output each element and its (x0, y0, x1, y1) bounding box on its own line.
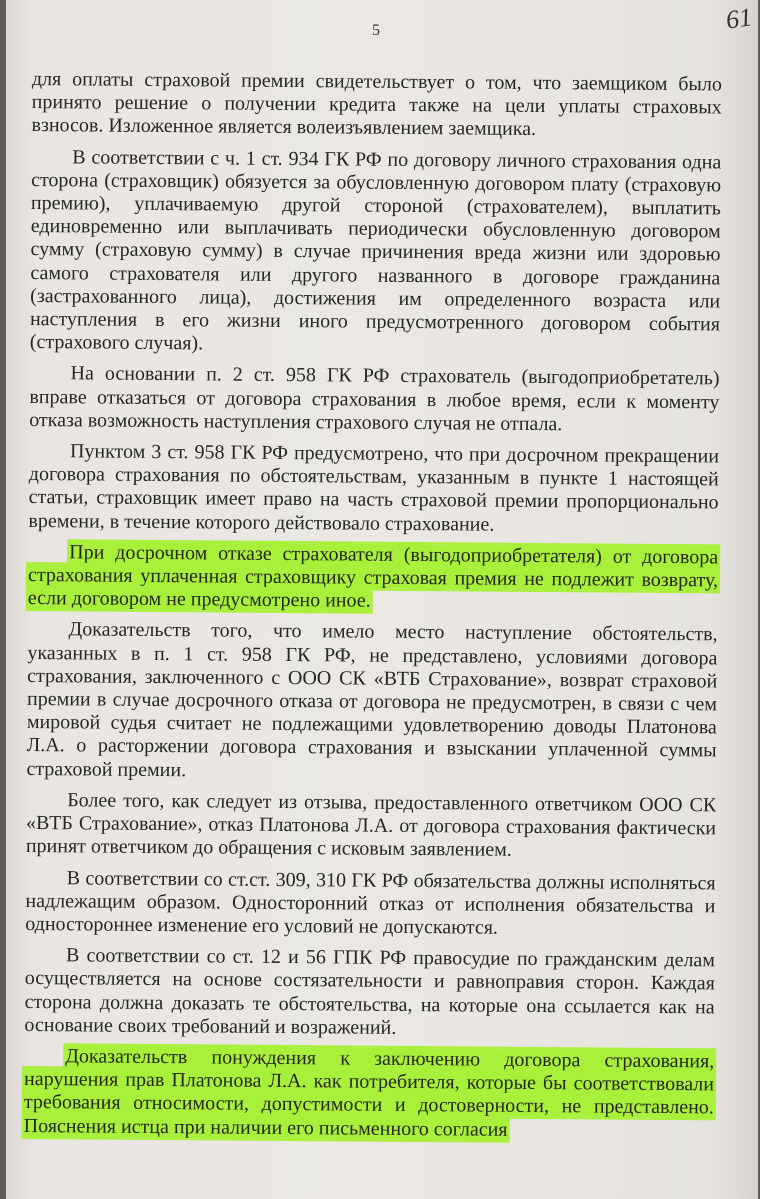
paragraph-article-934 (30, 146, 722, 360)
highlighted-text: При досрочном отказе страхователя (выгодоприобретателя) от договора страхования уплаченная страховщику страховая премия не подлежит возврату, если договором не предусмотрено иное. (27, 541, 719, 612)
paragraph-gpk-12-56 (24, 944, 715, 1042)
paragraph-article-958-p2 (29, 362, 720, 437)
paragraph-text: Более того, как следует из отзыва, предоставленного ответчиком ООО СК «ВТБ Страхование», отказ Платонова Л.А. от договора страхования фактически принят ответчиком до обращения с исковым заявлением. (25, 789, 717, 862)
paragraph-text: В соответствии с ч. 1 ст. 934 ГК РФ по договору личного страхования одна сторона (страховщик) обязуется за обусловленную договором плату (страховую премию), уплачиваемую другой стороной (страхователем), выплатить единовременно или выплачивать периодически обусловленную договором сумму (страховую сумму) в случае причинения вреда жизни или здоровью самого страхователя или другого названного в договоре гражданина (застрахованного лица), достижения им определенного возраста или наступления в его жизни иного предусмотренного договором события (страхового случая). (29, 145, 722, 355)
paragraph-no-evidence (26, 618, 717, 786)
handwritten-page-mark: 61 (724, 2, 754, 35)
paragraph-articles-309-310 (25, 866, 716, 941)
paragraph-premium-payment (31, 68, 722, 143)
paragraph-text: На основании п. 2 ст. 958 ГК РФ страхователь (выгодоприобретатель) вправе отказаться от договора страхования в любое время, если к моменту отказа возможность наступления страхового случая не отпала. (29, 362, 720, 436)
document-body (24, 68, 722, 1151)
paragraph-highlighted-no-coercion (24, 1045, 715, 1143)
document-page (6, 0, 758, 1199)
paragraph-respondent-review (26, 789, 717, 864)
paragraph-text: Доказательств того, что имело место наступление обстоятельств, указанных в п. 1 ст. 958 ГК РФ, не представлено, условиями договора страхования, заключенного с ООО СК «ВТБ Страхование», возврат страховой премии в случае досрочного отказа от договора не предусмотрен, в связи с чем мировой судья считает не подлежащими удовлетворению доводы Платонова Л.А. о расторжении договора страхования и взыскании уплаченной суммы страховой премии. (26, 618, 718, 781)
highlighted-text: Доказательств понуждения к заключению договора страхования, нарушения прав Платонова Л.А. как потребителя, которые бы соответствовали требования относимости, допустимости и достоверности, не представлено. Пояснения истца при наличии его письменного согласия (23, 1045, 715, 1141)
paragraph-highlighted-early-refusal (28, 541, 719, 616)
paragraph-text: В соответствии со ст. 12 и 56 ГПК РФ правосудие по гражданским делам осуществляется на основе состязательности и равноправия сторон. Каждая сторона должна доказать те обстоятельства, на которые она ссылается как на основание своих требований и возражений. (24, 944, 716, 1039)
paragraph-text: Пунктом 3 ст. 958 ГК РФ предусмотрено, что при досрочном прекращении договора страхования по обстоятельствам, указанным в пункте 1 настоящей статьи, страховщик имеет право на часть страховой премии пропорционально времени, в течение которого действовало страхование. (28, 440, 720, 536)
paragraph-article-958-p3 (28, 440, 719, 538)
page-number: 5 (372, 22, 380, 39)
paragraph-text: В соответствии со ст.ст. 309, 310 ГК РФ обязательства должны исполняться надлежащим образом. Односторонний отказ от исполнения обязательства и одностороннее изменение его условий не допускаются. (25, 866, 716, 939)
paragraph-text: для оплаты страховой премии свидетельствует о том, что заемщиком было принято решение о получении кредита также на цели уплаты страховых взносов. Изложенное является волеизъявлением заемщика. (31, 68, 722, 141)
